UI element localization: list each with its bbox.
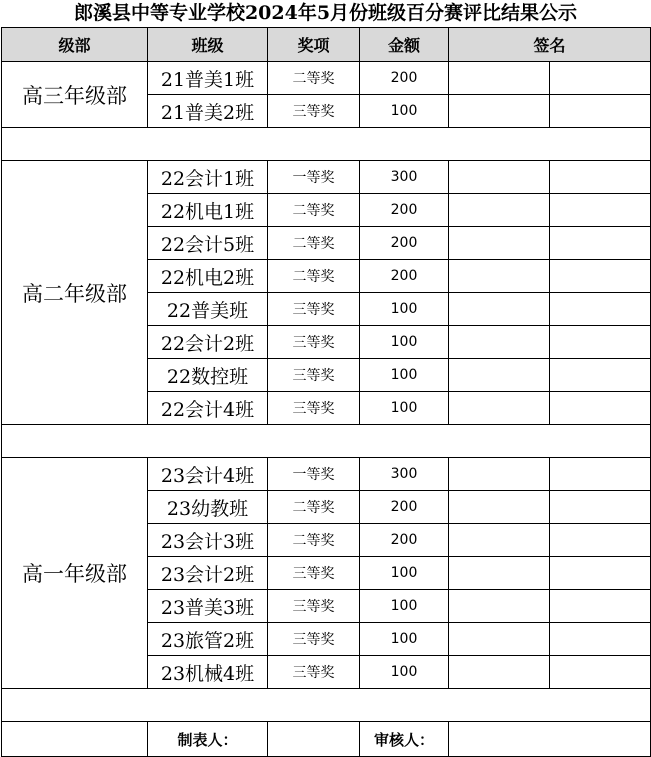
award-cell: 二等奖	[268, 227, 360, 260]
table-row	[2, 161, 651, 194]
amount-cell: 200	[360, 491, 449, 524]
signature-cell[interactable]	[449, 260, 550, 293]
signature-cell[interactable]	[449, 359, 550, 392]
signature-cell[interactable]	[550, 194, 651, 227]
amount-cell: 300	[360, 161, 449, 194]
signature-cell[interactable]	[550, 557, 651, 590]
signature-cell[interactable]	[449, 95, 550, 128]
header-dept: 级部	[2, 28, 148, 62]
signature-cell[interactable]	[449, 326, 550, 359]
signature-cell[interactable]	[550, 392, 651, 425]
signature-cell[interactable]	[449, 623, 550, 656]
class-cell: 22普美班	[148, 293, 268, 326]
award-cell: 三等奖	[268, 95, 360, 128]
spacer-row	[2, 689, 651, 722]
header-amount: 金额	[360, 28, 449, 62]
amount-cell: 200	[360, 194, 449, 227]
reviewer-signature-cell[interactable]	[449, 722, 651, 757]
header-award: 奖项	[268, 28, 360, 62]
spacer-cell	[2, 689, 651, 722]
spacer-cell	[2, 425, 651, 458]
spacer-row	[2, 425, 651, 458]
award-cell: 一等奖	[268, 161, 360, 194]
award-cell: 三等奖	[268, 623, 360, 656]
signature-cell[interactable]	[550, 161, 651, 194]
results-table	[1, 27, 651, 757]
class-cell: 23会计3班	[148, 524, 268, 557]
class-cell: 22机电2班	[148, 260, 268, 293]
signature-cell[interactable]	[449, 161, 550, 194]
award-cell: 二等奖	[268, 491, 360, 524]
signature-cell[interactable]	[550, 326, 651, 359]
signature-cell[interactable]	[550, 524, 651, 557]
class-cell: 22数控班	[148, 359, 268, 392]
signature-cell[interactable]	[550, 62, 651, 95]
table-row	[2, 62, 651, 95]
award-cell: 一等奖	[268, 458, 360, 491]
class-cell: 23幼教班	[148, 491, 268, 524]
signature-cell[interactable]	[550, 293, 651, 326]
amount-cell: 100	[360, 557, 449, 590]
signature-cell[interactable]	[449, 62, 550, 95]
award-cell: 三等奖	[268, 359, 360, 392]
amount-cell: 200	[360, 62, 449, 95]
dept-cell: 高一年级部	[2, 458, 148, 689]
header-sign: 签名	[449, 28, 651, 62]
amount-cell: 100	[360, 326, 449, 359]
signature-cell[interactable]	[550, 260, 651, 293]
dept-cell: 高二年级部	[2, 161, 148, 425]
class-cell: 22会计4班	[148, 392, 268, 425]
class-cell: 21普美2班	[148, 95, 268, 128]
class-cell: 23会计4班	[148, 458, 268, 491]
award-cell: 三等奖	[268, 656, 360, 689]
amount-cell: 300	[360, 458, 449, 491]
signature-cell[interactable]	[550, 590, 651, 623]
footer-row	[2, 722, 651, 757]
award-cell: 二等奖	[268, 524, 360, 557]
signature-cell[interactable]	[449, 458, 550, 491]
amount-cell: 100	[360, 656, 449, 689]
footer-empty-cell	[2, 722, 148, 757]
signature-cell[interactable]	[449, 557, 550, 590]
maker-label: 制表人：	[148, 722, 268, 757]
amount-cell: 200	[360, 524, 449, 557]
signature-cell[interactable]	[550, 623, 651, 656]
signature-cell[interactable]	[449, 524, 550, 557]
table-row	[2, 458, 651, 491]
signature-cell[interactable]	[449, 293, 550, 326]
signature-cell[interactable]	[550, 227, 651, 260]
amount-cell: 200	[360, 227, 449, 260]
award-cell: 三等奖	[268, 557, 360, 590]
award-cell: 二等奖	[268, 260, 360, 293]
amount-cell: 100	[360, 359, 449, 392]
maker-signature-cell[interactable]	[268, 722, 360, 757]
award-cell: 二等奖	[268, 194, 360, 227]
reviewer-label: 审核人：	[360, 722, 449, 757]
amount-cell: 100	[360, 95, 449, 128]
class-cell: 22会计2班	[148, 326, 268, 359]
award-cell: 三等奖	[268, 326, 360, 359]
signature-cell[interactable]	[550, 458, 651, 491]
class-cell: 22会计5班	[148, 227, 268, 260]
spacer-cell	[2, 128, 651, 161]
class-cell: 22机电1班	[148, 194, 268, 227]
dept-cell: 高三年级部	[2, 62, 148, 128]
award-cell: 三等奖	[268, 392, 360, 425]
signature-cell[interactable]	[449, 656, 550, 689]
award-cell: 二等奖	[268, 62, 360, 95]
class-cell: 23普美3班	[148, 590, 268, 623]
signature-cell[interactable]	[449, 194, 550, 227]
header-class: 班级	[148, 28, 268, 62]
signature-cell[interactable]	[449, 491, 550, 524]
class-cell: 23会计2班	[148, 557, 268, 590]
award-cell: 三等奖	[268, 293, 360, 326]
amount-cell: 100	[360, 623, 449, 656]
amount-cell: 100	[360, 392, 449, 425]
class-cell: 21普美1班	[148, 62, 268, 95]
signature-cell[interactable]	[449, 392, 550, 425]
amount-cell: 100	[360, 590, 449, 623]
table-header-row	[2, 28, 651, 62]
amount-cell: 200	[360, 260, 449, 293]
class-cell: 23机械4班	[148, 656, 268, 689]
award-cell: 三等奖	[268, 590, 360, 623]
class-cell: 23旅管2班	[148, 623, 268, 656]
amount-cell: 100	[360, 293, 449, 326]
signature-cell[interactable]	[550, 491, 651, 524]
document-title: 郎溪县中等专业学校2024年5月份班级百分赛评比结果公示	[73, 2, 578, 24]
signature-cell[interactable]	[550, 656, 651, 689]
signature-cell[interactable]	[550, 95, 651, 128]
signature-cell[interactable]	[449, 590, 550, 623]
class-cell: 22会计1班	[148, 161, 268, 194]
signature-cell[interactable]	[449, 227, 550, 260]
spacer-row	[2, 128, 651, 161]
signature-cell[interactable]	[550, 359, 651, 392]
